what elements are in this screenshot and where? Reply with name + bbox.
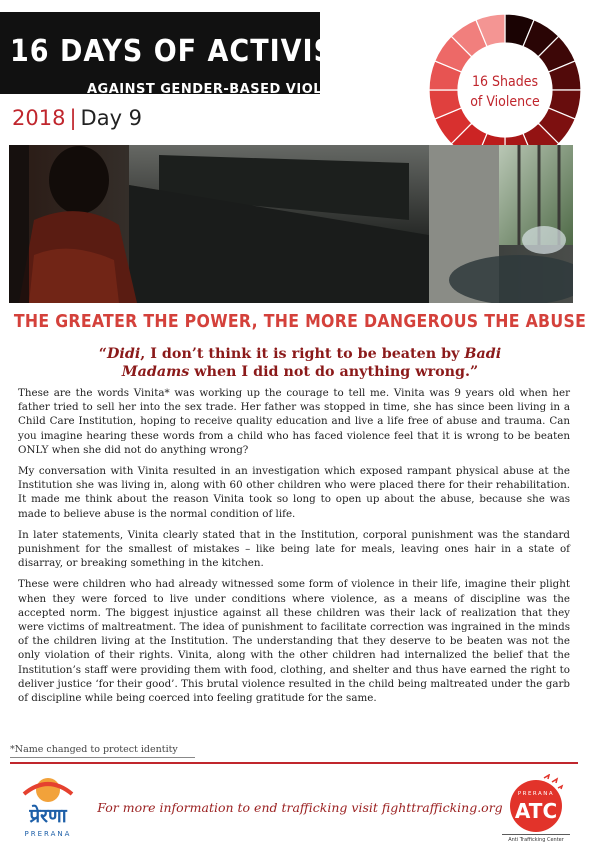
page-title: 16 DAYS OF ACTIVISM (10, 34, 362, 69)
article-headline: THE GREATER THE POWER, THE MORE DANGEROUS THE ABUSE (13, 312, 587, 332)
hero-photo (9, 145, 573, 303)
year-label: 2018 (12, 106, 66, 130)
footer-cta: For more information to end trafficking visit fighttrafficking.org (97, 800, 503, 815)
footnote-divider (10, 757, 195, 758)
paragraph: These were children who had already witnessed some form of violence in their life, imagine their plight when they were forced to live under conditions where violence, as a means of discipline was the accepted norm. The biggest injustice against all these children was their lack of realization that they were victims of maltreatment. The idea of punishment to facilitate correction was ingrained in the minds of the children living at the Institution. The understanding that they deserve to be beaten was not the only violation of their rights. Vinita, along with the other children had internalized the belief that the Institution’s staff were providing them with food, clothing, and shelter and thus have earned the right to deliver justice ‘for their good’. This brutal violence resulted in the child being maltreated under the garb of discipline while being coerced into feeling gratitude for the same. (18, 578, 570, 705)
quote-open-mark: “ (98, 346, 108, 362)
atc-logo (494, 774, 578, 842)
date-separator: | (69, 106, 77, 130)
pull-quote (40, 345, 560, 381)
quote-word-madams: Madams (121, 364, 190, 380)
paragraph: These are the words Vinita* was working up the courage to tell me. Vinita was 9 years old when her father tried to sell her into the sex trade. Her father was stopped in time, she has since been living in a Child Care Institution, hoping to receive quality education and live a life free of abuse and trauma. Can you imagine hearing these words from a child who has faced violence feel that it is wrong to be beaten ONLY when she did not do anything wrong? (18, 387, 570, 456)
footnote: *Name changed to protect identity (10, 744, 178, 755)
day-label: Day 9 (80, 106, 143, 130)
wheel-center (459, 44, 551, 136)
atc-logo-top: PRERANA (517, 791, 555, 797)
page-subtitle: AGAINST GENDER-BASED VIOLENCE (87, 82, 363, 97)
footer-divider (10, 762, 578, 764)
atc-logo-graphic (494, 774, 578, 842)
date-line (12, 106, 142, 130)
title-banner (0, 12, 363, 97)
badge-line-2: of Violence (470, 94, 540, 110)
quote-word-badi: Badi (464, 346, 502, 362)
classroom-photo-illustration (9, 145, 573, 303)
article-body (18, 386, 570, 712)
quote-text-2: when I did not do anything wrong.” (189, 364, 479, 380)
paragraph: In later statements, Vinita clearly stated that in the Institution, corporal punishment was the standard punishment for the smallest of mistakes – like being late for meals, leaving ones hair in a state of disarray, or breaking something in the kitchen. (18, 528, 570, 570)
prerana-logo-script: प्रेरणा (29, 805, 67, 827)
atc-logo-caption: Anti Trafficking Center (508, 837, 564, 842)
atc-logo-main: ATC (514, 799, 558, 823)
paragraph: My conversation with Vinita resulted in an investigation which exposed rampant physical abuse at the Institution she was living in, along with 60 other children who were placed there for their rehabilitation. It made me think about the reason Vinita took so long to open up about the abuse, because she was made to believe abuse is the normal condition of life. (18, 465, 570, 520)
quote-text-1: , I don’t think it is right to be beaten by (140, 346, 465, 362)
quote-word-didi: Didi (107, 346, 141, 362)
prerana-logo-caption: PRERANA (24, 830, 72, 838)
badge-line-1: 16 Shades (471, 74, 539, 90)
